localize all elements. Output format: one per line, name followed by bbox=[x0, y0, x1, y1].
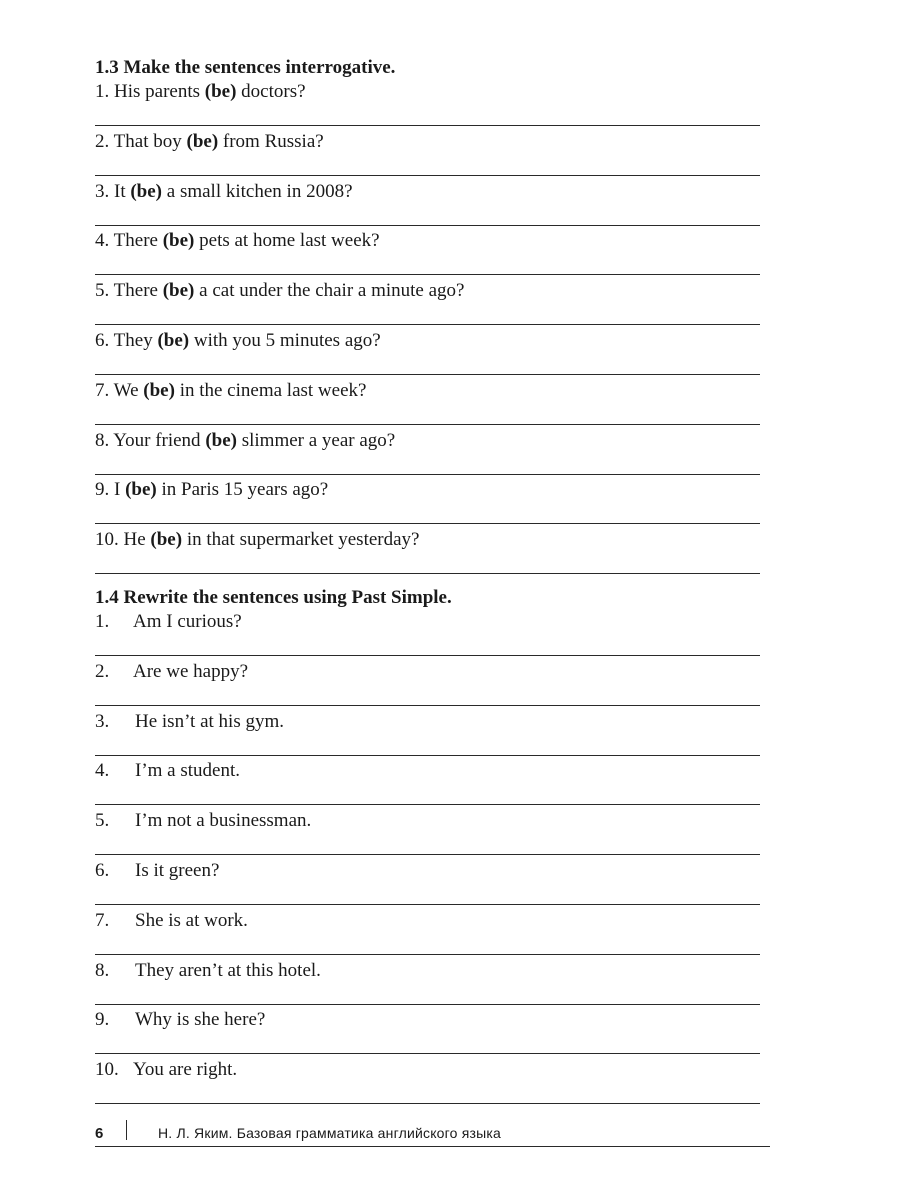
item-verb: (be) bbox=[205, 429, 237, 451]
item-number: 4. bbox=[95, 230, 110, 252]
item-text-before: His parents bbox=[114, 81, 201, 102]
answer-line[interactable] bbox=[95, 854, 760, 855]
item-text: Why is she here? bbox=[135, 1009, 266, 1031]
answer-line[interactable] bbox=[95, 125, 760, 126]
item-number: 2. bbox=[95, 660, 110, 682]
item-number: 8. bbox=[95, 429, 110, 451]
answer-line[interactable] bbox=[95, 225, 760, 226]
item-text-after: with you 5 minutes ago? bbox=[193, 329, 381, 351]
exercise-item-1-4-6 bbox=[95, 859, 760, 909]
exercise-item-1-4-4 bbox=[95, 759, 760, 809]
exercise-item-1-4-1 bbox=[95, 610, 760, 660]
item-text: I’m a student. bbox=[135, 760, 241, 782]
item-text-before: He bbox=[123, 529, 146, 551]
item-text-after: in Paris 15 years ago? bbox=[161, 479, 329, 501]
item-text-after: doctors? bbox=[241, 81, 306, 102]
item-verb: (be) bbox=[204, 81, 237, 102]
exercise-item-1-4-9 bbox=[95, 1008, 760, 1058]
item-number: 1. bbox=[95, 81, 110, 102]
answer-line[interactable] bbox=[95, 655, 760, 656]
item-number: 1. bbox=[95, 610, 110, 632]
exercise-item-1-3-2 bbox=[95, 130, 760, 180]
exercise-item-1-4-5 bbox=[95, 809, 760, 859]
item-text-after: in that supermarket yesterday? bbox=[186, 529, 420, 551]
item-text: Am I curious? bbox=[133, 610, 242, 632]
item-verb: (be) bbox=[130, 180, 163, 202]
item-verb: (be) bbox=[162, 230, 195, 252]
exercise-item-1-4-8 bbox=[95, 959, 760, 1009]
answer-line[interactable] bbox=[95, 804, 760, 805]
exercise-item-1-3-3 bbox=[95, 180, 760, 230]
exercise-item-1-3-5 bbox=[95, 279, 760, 329]
item-text-before: I bbox=[114, 479, 121, 501]
item-verb: (be) bbox=[143, 379, 175, 401]
exercise-item-1-3-8 bbox=[95, 429, 760, 479]
item-number: 3. bbox=[95, 180, 110, 202]
exercise-item-1-3-7 bbox=[95, 379, 760, 429]
item-text-after: in the cinema last week? bbox=[179, 379, 367, 401]
item-number: 7. bbox=[95, 379, 110, 401]
item-number: 9. bbox=[95, 1009, 110, 1031]
item-number: 5. bbox=[95, 810, 110, 832]
answer-line[interactable] bbox=[95, 755, 760, 756]
item-text: Are we happy? bbox=[133, 660, 249, 682]
item-text-after: pets at home last week? bbox=[199, 230, 380, 252]
book-title: Н. Л. Яким. Базовая грамматика английского языка bbox=[158, 1125, 502, 1141]
item-text: He isn’t at his gym. bbox=[135, 710, 285, 732]
exercise-item-1-3-1 bbox=[95, 80, 760, 130]
item-number: 9. bbox=[95, 479, 110, 501]
item-number: 5. bbox=[95, 280, 110, 302]
exercise-item-1-3-10 bbox=[95, 528, 760, 578]
answer-line[interactable] bbox=[95, 523, 760, 524]
item-text-before: That boy bbox=[113, 130, 182, 152]
item-number: 2. bbox=[95, 130, 110, 152]
item-text-before: It bbox=[114, 180, 126, 202]
item-text: You are right. bbox=[133, 1059, 238, 1081]
item-number: 10. bbox=[95, 1059, 119, 1081]
item-text: They aren’t at this hotel. bbox=[135, 959, 321, 981]
exercise-item-1-3-9 bbox=[95, 478, 760, 528]
exercise-item-1-4-7 bbox=[95, 909, 760, 959]
item-number: 3. bbox=[95, 710, 110, 732]
footer-separator bbox=[126, 1120, 127, 1140]
exercise-item-1-3-4 bbox=[95, 229, 760, 279]
item-text-before: There bbox=[113, 230, 158, 252]
answer-line[interactable] bbox=[95, 1053, 760, 1054]
exercise-item-1-4-2 bbox=[95, 660, 760, 710]
answer-line[interactable] bbox=[95, 474, 760, 475]
section-heading-1-4: 1.4 Rewrite the sentences using Past Simple. bbox=[95, 586, 452, 608]
answer-line[interactable] bbox=[95, 904, 760, 905]
item-text-before: Your friend bbox=[113, 429, 201, 451]
answer-line[interactable] bbox=[95, 954, 760, 955]
item-verb: (be) bbox=[125, 479, 157, 501]
page-number: 6 bbox=[95, 1125, 104, 1142]
item-number: 6. bbox=[95, 329, 110, 351]
exercise-item-1-4-3 bbox=[95, 710, 760, 760]
item-text-after: slimmer a year ago? bbox=[241, 429, 396, 451]
item-verb: (be) bbox=[157, 329, 190, 351]
answer-line[interactable] bbox=[95, 573, 760, 574]
section-heading-1-3: 1.3 Make the sentences interrogative. bbox=[95, 57, 396, 78]
exercise-item-1-4-10 bbox=[95, 1058, 760, 1108]
answer-line[interactable] bbox=[95, 374, 760, 375]
item-number: 4. bbox=[95, 760, 110, 782]
item-text-after: from Russia? bbox=[222, 130, 324, 152]
answer-line[interactable] bbox=[95, 1103, 760, 1104]
item-verb: (be) bbox=[162, 280, 195, 302]
item-number: 10. bbox=[95, 529, 119, 551]
item-number: 7. bbox=[95, 909, 110, 931]
page-footer bbox=[95, 1122, 770, 1147]
item-text-before: They bbox=[113, 329, 153, 351]
item-text-after: a small kitchen in 2008? bbox=[166, 180, 353, 202]
answer-line[interactable] bbox=[95, 1004, 760, 1005]
answer-line[interactable] bbox=[95, 324, 760, 325]
answer-line[interactable] bbox=[95, 274, 760, 275]
exercise-item-1-3-6 bbox=[95, 329, 760, 379]
answer-line[interactable] bbox=[95, 424, 760, 425]
item-verb: (be) bbox=[150, 529, 183, 551]
item-number: 6. bbox=[95, 859, 110, 881]
item-text: I’m not a businessman. bbox=[135, 810, 312, 832]
item-text: Is it green? bbox=[135, 859, 220, 881]
item-text-before: We bbox=[113, 379, 139, 401]
item-verb: (be) bbox=[186, 130, 219, 152]
answer-line[interactable] bbox=[95, 175, 760, 176]
item-number: 8. bbox=[95, 959, 110, 981]
item-text-before: There bbox=[113, 280, 158, 302]
answer-line[interactable] bbox=[95, 705, 760, 706]
worksheet-page bbox=[95, 56, 760, 1108]
item-text-after: a cat under the chair a minute ago? bbox=[199, 280, 465, 302]
item-text: She is at work. bbox=[135, 909, 248, 931]
